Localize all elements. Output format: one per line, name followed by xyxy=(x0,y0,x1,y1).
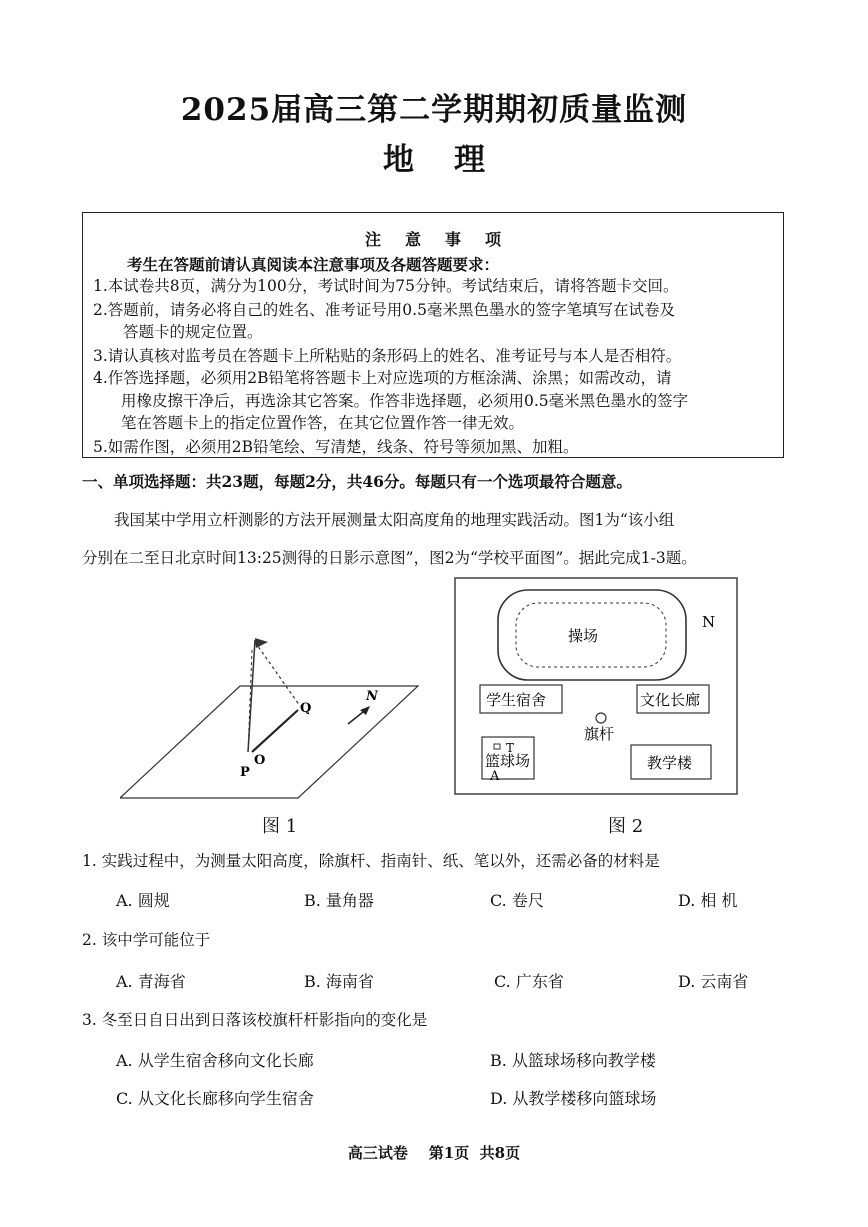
label-t: T xyxy=(506,741,515,755)
shadow-line xyxy=(252,710,298,752)
section-heading: 一、单项选择题：共23题，每题2分，共46分。每题只有一个选项最符合题意。 xyxy=(82,472,632,491)
figure-1-diagram xyxy=(120,630,420,800)
label-n: N xyxy=(366,689,378,704)
playground-label: 操场 xyxy=(568,627,599,645)
q1-option-a: A. 圆规 xyxy=(116,891,170,910)
figure-2-map xyxy=(454,577,738,795)
north-label: N xyxy=(702,613,716,631)
q2-option-c: C. 广东省 xyxy=(494,972,564,991)
flag-icon xyxy=(255,638,268,648)
sun-ray xyxy=(255,642,300,706)
exam-title: 2025届高三第二学期期初质量监测 xyxy=(180,92,688,128)
notice-heading: 注意事项 xyxy=(364,230,525,249)
page-footer: 高三试卷 第1页 共8页 xyxy=(347,1144,521,1162)
figure-2-caption: 图 2 xyxy=(608,816,644,837)
question-2: 2. 该中学可能位于 xyxy=(82,931,211,949)
q1-option-c: C. 卷尺 xyxy=(490,891,544,910)
notice-item-4-cont1: 用橡皮擦干净后，再选涂其它答案。作答非选择题，必须用0.5毫米黑色墨水的签字 xyxy=(121,392,689,410)
notice-item-4: 4.作答选择题，必须用2B铅笔将答题卡上对应选项的方框涂满、涂黑；如需改动，请 xyxy=(93,369,672,387)
q1-option-b: B. 量角器 xyxy=(304,891,374,910)
q2-option-a: A. 青海省 xyxy=(116,972,186,991)
notice-item-4-cont2: 笔在答题卡上的指定位置作答，在其它位置作答一律无效。 xyxy=(121,414,525,432)
court-label: 篮球场 xyxy=(485,752,531,770)
label-p: P xyxy=(240,765,250,780)
teaching-label: 教学楼 xyxy=(647,754,693,772)
dorm-label: 学生宿舍 xyxy=(486,691,547,709)
question-3: 3. 冬至日自日出到日落该校旗杆杆影指向的变化是 xyxy=(82,1011,428,1029)
label-q: Q xyxy=(300,701,312,716)
hoop-t-icon xyxy=(494,744,500,749)
notice-item-1: 1.本试卷共8页，满分为100分，考试时间为75分钟。考试结束后，请将答题卡交回。 xyxy=(93,277,679,295)
q3-option-d: D. 从教学楼移向篮球场 xyxy=(490,1089,657,1108)
notice-item-2: 2.答题前，请务必将自己的姓名、准考证号用0.5毫米黑色墨水的签字笔填写在试卷及 xyxy=(93,301,675,319)
subject-title: 地理 xyxy=(383,142,525,178)
q2-option-d: D. 云南省 xyxy=(678,972,749,991)
notice-box xyxy=(82,212,784,458)
intro-line-1: 我国某中学用立杆测影的方法开展测量太阳高度角的地理实践活动。图1为“该小组 xyxy=(114,511,675,529)
notice-item-5: 5.如需作图，必须用2B铅笔绘、写清楚，线条、符号等须加黑、加粗。 xyxy=(93,438,579,456)
intro-line-2: 分别在二至日北京时间13:25测得的日影示意图”，图2为“学校平面图”。据此完成1-3题。 xyxy=(82,549,697,567)
flagpole-label: 旗杆 xyxy=(584,725,615,743)
notice-subheading: 考生在答题前请认真阅读本注意事项及各题答题要求： xyxy=(127,255,500,274)
gallery-label: 文化长廊 xyxy=(640,691,701,709)
figure-1-caption: 图 1 xyxy=(262,816,298,837)
q3-option-b: B. 从篮球场移向教学楼 xyxy=(490,1051,656,1070)
label-a: A xyxy=(490,769,500,784)
question-1: 1. 实践过程中，为测量太阳高度，除旗杆、指南针、纸、笔以外，还需必备的材料是 xyxy=(82,852,660,870)
q1-option-d: D. 相 机 xyxy=(678,891,738,910)
notice-item-3: 3.请认真核对监考员在答题卡上所粘贴的条形码上的姓名、准考证号与本人是否相符。 xyxy=(93,347,682,365)
notice-item-2-cont: 答题卡的规定位置。 xyxy=(123,323,263,341)
q3-option-c: C. 从文化长廊移向学生宿舍 xyxy=(116,1089,314,1108)
q3-option-a: A. 从学生宿舍移向文化长廊 xyxy=(116,1051,314,1070)
q2-option-b: B. 海南省 xyxy=(304,972,374,991)
label-o: O xyxy=(254,753,266,768)
flagpole-icon xyxy=(596,713,606,723)
